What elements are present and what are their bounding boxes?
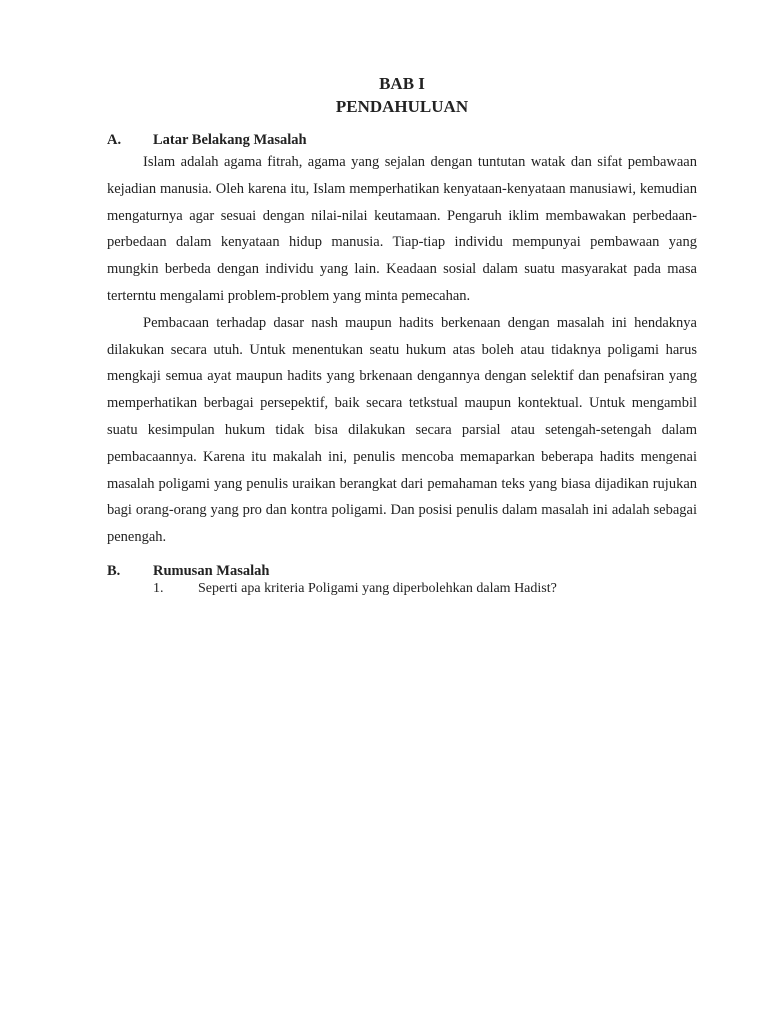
list-item — [107, 580, 697, 598]
paragraph: Pembacaan terhadap dasar nash maupun hadits berkenaan dengan masalah ini hendaknya dilakukan secara utuh. Untuk menentukan seatu hukum atas boleh atau tidaknya poligami harus mengkaji semua ayat maupun hadits yang brkenaan dengannya dengan selektif dan penafsiran yang memperhatikan berbagai persepektif, baik secara tetkstual maupun kontektual. Untuk mengambil suatu kesimpulan hukum tidak bisa dilakukan secara parsial atau setengah-setengah dalam pembacaannya. Karena itu makalah ini, penulis mencoba memaparkan beberapa hadits mengenai masalah poligami yang penulis uraikan berangkat dari pemahaman teks yang biasa dijadikan rujukan bagi orang-orang yang pro dan kontra poligami. Dan posisi penulis dalam masalah ini adalah sebagai penengah. — [107, 314, 697, 546]
section-letter: A. — [107, 132, 122, 148]
section-heading-b — [107, 563, 697, 580]
section-heading-a — [107, 132, 697, 149]
list-number: 1. — [153, 580, 164, 596]
section-letter: B. — [107, 562, 121, 579]
paragraph: Islam adalah agama fitrah, agama yang sejalan dengan tuntutan watak dan sifat pembawaan kejadian manusia. Oleh karena itu, Islam memperhatikan kenyataan-kenyataan manusiawi, kemudian mengaturnya agar sesuai dengan nilai-nilai keutamaan. Pengaruh iklim membawakan perbedaan-perbedaan dalam kenyataan hidup manusia. Tiap-tiap individu mempunyai pembawaan yang mungkin berbeda dengan individu yang lain. Keadaan sosial dalam suatu masyarakat pada masa terterntu mengalami problem-problem yang minta pemecahan. — [107, 154, 697, 304]
chapter-heading: BAB I — [379, 74, 425, 93]
section-title: Rumusan Masalah — [153, 562, 270, 579]
list-text: Seperti apa kriteria Poligami yang diperbolehkan dalam Hadist? — [198, 580, 557, 596]
document-page — [107, 72, 697, 598]
chapter-title: PENDAHULUAN — [335, 97, 469, 116]
section-title: Latar Belakang Masalah — [153, 132, 307, 148]
